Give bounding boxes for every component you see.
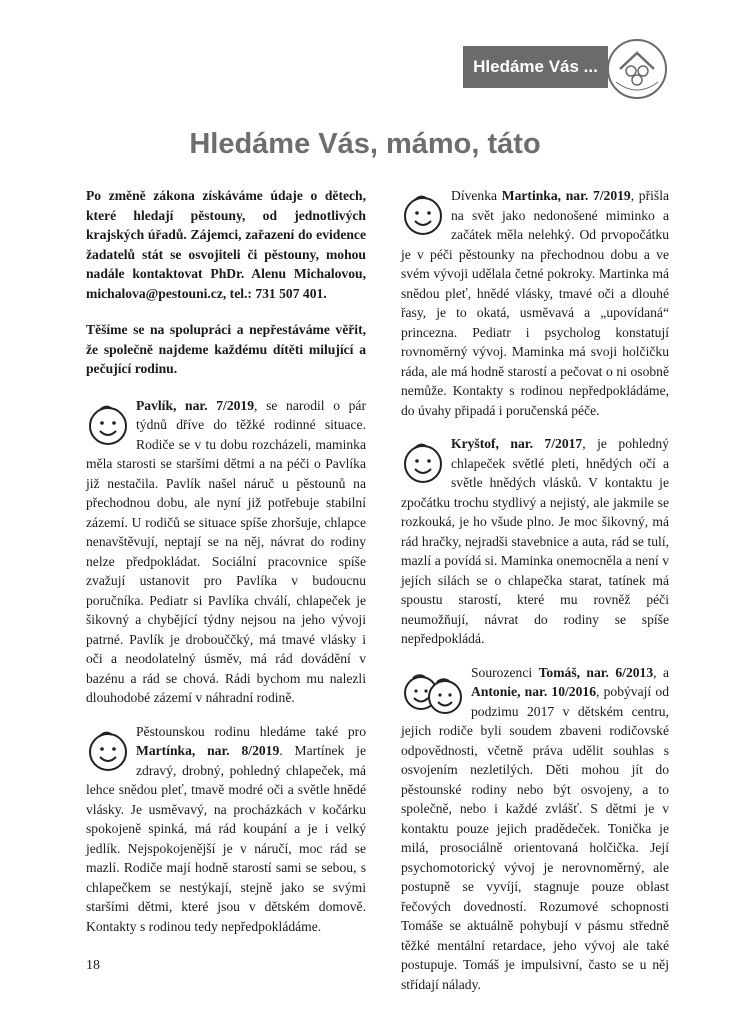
child-name: Martínka, nar. 8/2019 [136, 743, 280, 758]
right-column [401, 186, 669, 1008]
child-intro-text: Sourozenci [471, 664, 539, 680]
section-tab-label: Hledáme Vás ... [473, 57, 598, 76]
child-name: Tomáš, nar. 6/2013 [538, 664, 654, 680]
child-entry-siblings [401, 663, 669, 995]
smiley-face-icon [86, 728, 130, 774]
intro-closing-paragraph: Těšíme se na spolupráci a nepřestáváme věřit, že společně najdeme každému dítěti milující a pečující rodinu. [86, 322, 366, 376]
smiley-face-icon [401, 192, 445, 238]
child-name: Antonie, nar. 10/2016 [471, 684, 596, 699]
smiley-face-icon [86, 402, 130, 448]
page-number: 18 [86, 958, 100, 973]
child-name: Kryštof, nar. 7/2017 [451, 436, 583, 451]
child-name: Martinka, nar. 7/2019 [501, 188, 631, 203]
child-entry-pavlik [86, 396, 366, 708]
child-entry-martinek [86, 722, 366, 937]
child-description: , je pohledný chlapeček světlé pleti, hnědých očí a světle hnědých vlásků. V kontaktu je zpočátku trochu stydlivý a nejistý, ale jakmile se rozkouká, je ho všude plno. Je moc šikovný, má rád hračky, nejradši stavebnice a auta, rád se tulí, mazlí a povídá si. Maminka onemocněla a není v jejích silách se o chlapečka starat, tatínek má spoustu starostí, které mu rovněž péči neumožňují, návrat do rodiny se spíše nepředpokládá. [401, 436, 669, 646]
child-intro-text: Pěstounskou rodinu hledáme také pro [136, 723, 366, 739]
child-entry-krystof [401, 434, 669, 649]
organization-logo [606, 38, 668, 100]
child-description: , přišla na svět jako nedonošené miminko a začátek měla nelehký. Od prvopočátku je v péči pěstounky na přechodnou dobu a ve svém vývoji udělala četné pokroky. Martinka má snědou pleť, hnědé vlásky, tmavé oči a dlouhé řasy, je to okatá, usměvavá a „upovídaná“ princezna. Pediatr i psycholog konstatují rovnoměrný vývoj. Maminka má svoji holčičku ráda, ale má hodně starostí a pečovat o ni osobně nemůže. Kontakty s rodinou nepředpokládáme, do úvahy připadá i poručenská péče. [401, 188, 670, 418]
child-description: , se narodil o pár týdnů dříve do těžké rodinné situace. Rodiče se v tu dobu rozcházeli, maminka měla starosti se staršími dětmi a na péči o Pavlíka již nestačila. Pavlík našel náruč u pěstounů na přechodnou dobu, ale nyní již potřebuje stabilní zázemí. U rodičů se situace spíše zhoršuje, chlapce nenavštěvují, neptají se na něj, návrat do rodiny nelze předpokládat. Sociální pracovnice spíše zvažují ustanovit pro Pavlíka v budoucnu poručníka. Pediatr si Pavlíka chválí, chlapeček je šikovný a chybějící týdny nejsou na jeho vývoji patrné. Pavlík je drobouččký, má tmavé vlásky i oči a neodolatelný úsměv, má rád dovádění v bazénu a rád se chová. Rádi bychom mu nalezli dlouhodobé zázemí v náhradní rodině. [86, 397, 366, 705]
child-description: . Martínek je zdravý, drobný, pohledný chlapeček, má lehce snědou pleť, tmavě modré oči a světle hnědé vlásky. Je usměvavý, na procházkách v kočárku spokojeně spinká, má rád koupání a je i velký jedlík. Nejspokojenější je v náručí, moc rád se mazlí. Rodiče mají hodně starostí sami se sebou, s chlapečkem se nestýkají, stejně jako se svými staršími dětmi, které jsou v dětském domově. Kontakty s rodinou tedy nepředpokládáme. [86, 743, 366, 934]
child-entry-martinka [401, 186, 669, 420]
page-title: Hledáme Vás, mámo, táto [189, 128, 541, 160]
child-description: , pobývají od podzimu 2017 v dětském centru, jejich rodiče byli soudem zbaveni rodičovské odpovědnosti, včetně práva udělit souhlas s osvojením nezletilých. Děti mohou jít do pěstounské rodiny nebo být osvojeny, a to společně, nebo i každé zvlášť. S dětmi je v kontaktu pouze jejich pradědeček. Tonička je milá, prosociálně orientovaná holčička. Její psychomotorický vývoj je nerovnoměrný, ale postupně se vyvíjí, stagnuje pouze oblast řečových dovedností. Rozumové schopnosti Tomáše se aktuálně pohybují v pásmu středně těžké mentální retardace, jeho vývoj ale také postupuje. Tomáš je impulsivní, často se u něj střídají nálady. [401, 684, 669, 992]
left-column [86, 186, 366, 950]
section-tab [463, 46, 608, 88]
child-intro-text: Dívenka [451, 188, 502, 203]
child-name: Pavlík, nar. 7/2019 [136, 397, 255, 413]
smiley-face-icon [401, 440, 445, 486]
intro-paragraph: Po změně zákona získáváme údaje o dětech, které hledají pěstouny, od jednotlivých krajských úřadů. Zájemci, zařazení do evidence žadatelů stát se osvojiteli či pěstouny, mohou nadále kontaktovat PhDr. Alenu Michalovou, michalova@pestouni.cz, tel.: 731 507 401. [86, 188, 366, 301]
twin-smiley-faces-icon [401, 669, 465, 719]
child-joiner-text: , a [653, 664, 669, 680]
